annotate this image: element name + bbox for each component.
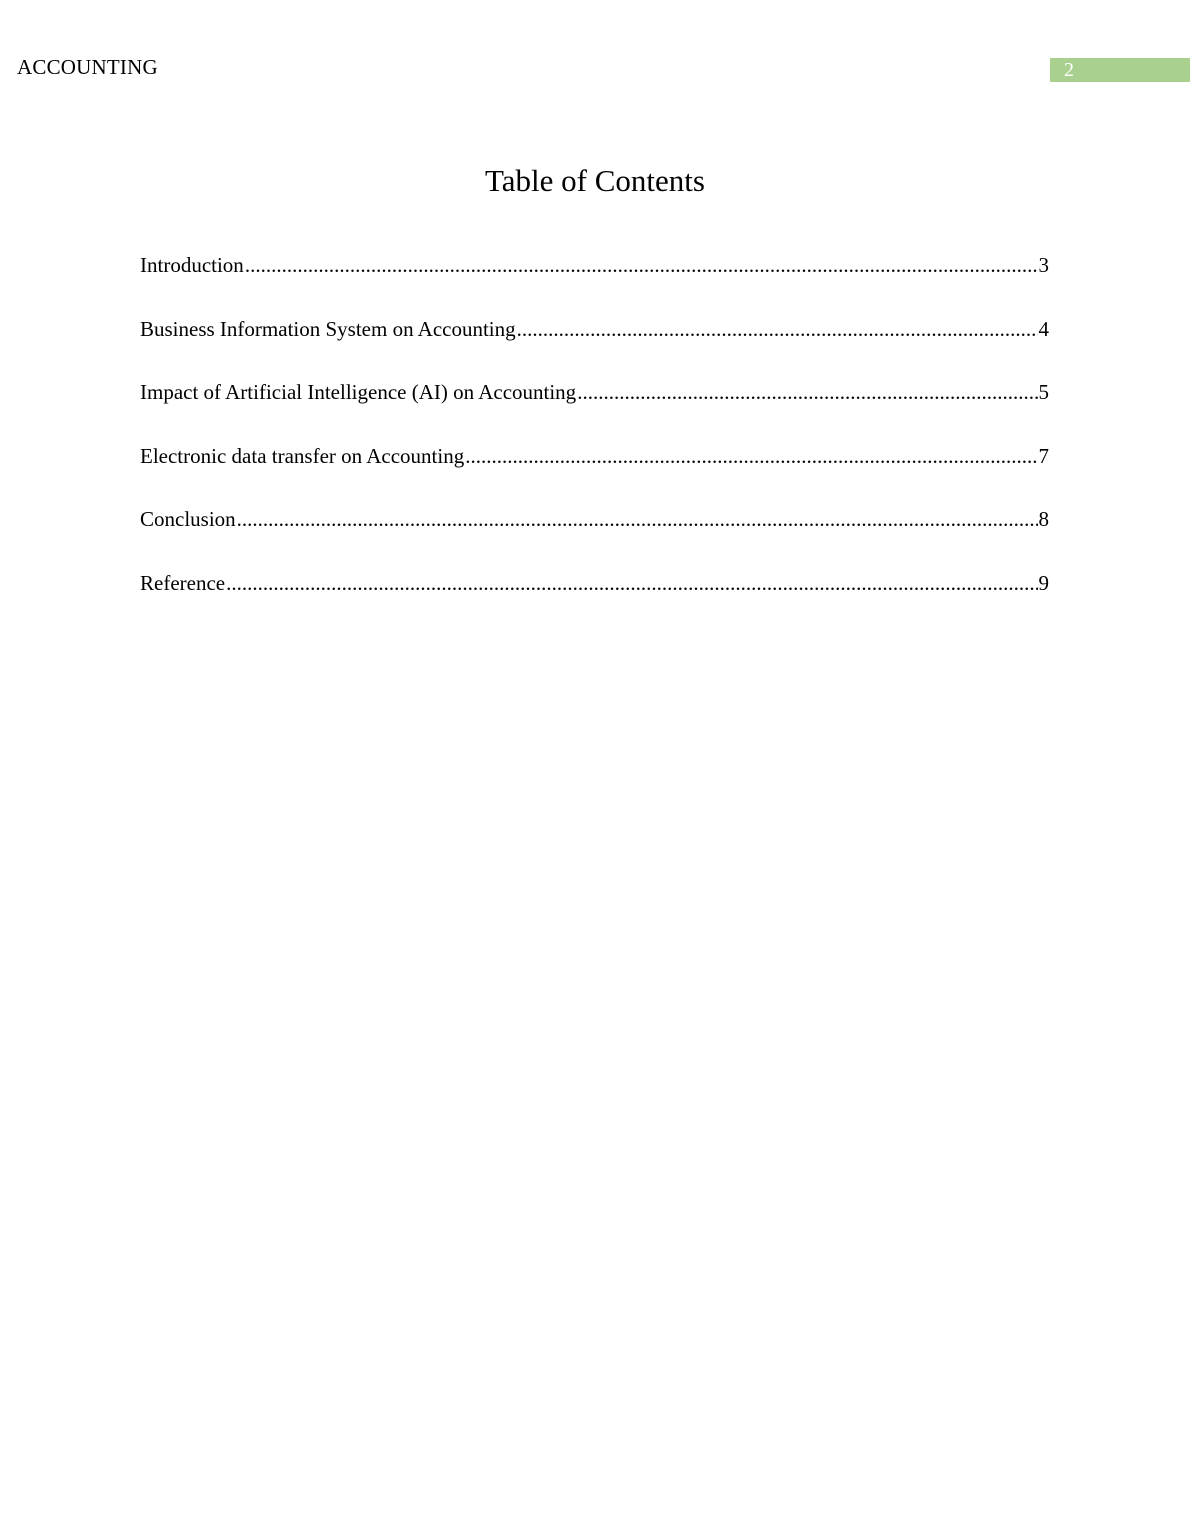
toc-dot-leader: [245, 253, 1038, 278]
toc-entry-page: 9: [1038, 570, 1049, 595]
toc-dot-leader: [517, 317, 1038, 342]
toc-entry-label: Electronic data transfer on Accounting: [140, 443, 465, 468]
toc-entry-label: Introduction: [140, 253, 244, 277]
toc-dot-leader: [226, 571, 1037, 596]
page-number-badge: [1050, 58, 1190, 82]
toc-entry-label: Business Information System on Accounting: [140, 316, 516, 341]
toc-entry-page: 5: [1038, 380, 1049, 405]
toc-title: Table of Contents: [485, 163, 705, 198]
toc-entry-conclusion[interactable]: [140, 507, 1049, 571]
page-number: 2: [1064, 59, 1074, 81]
toc-entry-label: Conclusion: [140, 507, 236, 532]
toc-dot-leader: [577, 380, 1037, 405]
toc-list: [140, 253, 1049, 635]
toc-entry-page: 3: [1038, 253, 1049, 277]
toc-entry-label: Impact of Artificial Intelligence (AI) on Accounting: [140, 380, 577, 405]
toc-dot-leader: [237, 507, 1038, 532]
toc-dot-leader: [465, 444, 1037, 469]
toc-entry-page: 7: [1038, 443, 1049, 468]
toc-entry-page: 8: [1038, 507, 1049, 532]
toc-entry-electronic-data-transfer[interactable]: [140, 444, 1049, 508]
running-header-title: ACCOUNTING: [17, 55, 158, 79]
toc-entry-business-information-system[interactable]: [140, 317, 1049, 381]
toc-entry-introduction[interactable]: [140, 253, 1049, 317]
toc-entry-label: Reference: [140, 570, 226, 595]
toc-entry-reference[interactable]: [140, 571, 1049, 635]
toc-entry-page: 4: [1038, 316, 1049, 341]
toc-entry-impact-of-ai[interactable]: [140, 380, 1049, 444]
